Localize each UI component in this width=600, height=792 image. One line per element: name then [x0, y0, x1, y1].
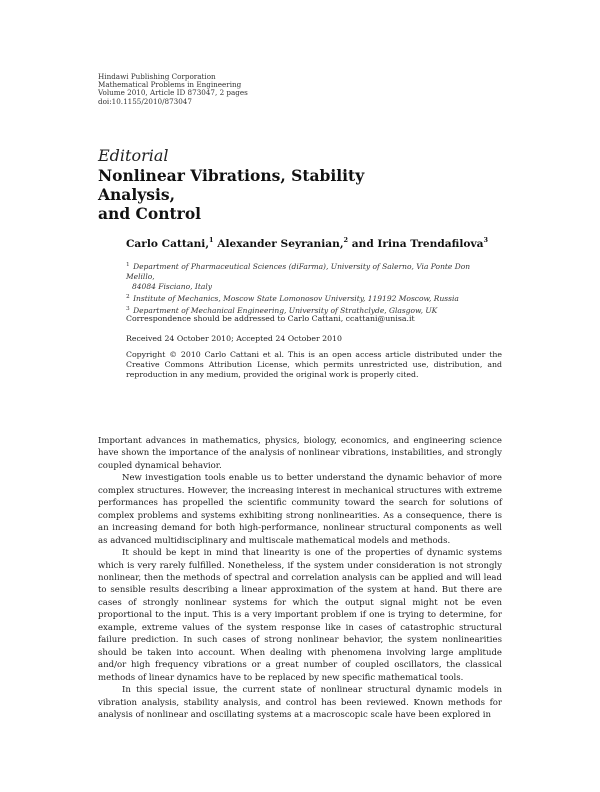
affiliation-1-text: Department of Pharmaceutical Sciences (diFarma), University of Salerno, Via Ponte Don Melillo,: [126, 262, 471, 281]
author-1-affil: 1: [209, 236, 214, 244]
affiliation-1-cont: 84084 Fisciano, Italy: [132, 282, 212, 291]
author-2-affil: 2: [343, 236, 349, 244]
affiliations: [126, 260, 501, 316]
title-line-2: and Control: [98, 204, 202, 223]
author-1: Carlo Cattani,: [126, 238, 210, 250]
article-title: [98, 166, 428, 223]
affiliation-3-num: 3: [126, 306, 130, 312]
article-type: Editorial: [98, 146, 169, 165]
volume-info: Volume 2010, Article ID 873047, 2 pages: [98, 88, 248, 98]
author-3-affil: 3: [483, 236, 488, 244]
affiliation-2: [126, 292, 501, 304]
affiliation-2-num: 2: [126, 294, 130, 300]
title-line-1: Nonlinear Vibrations, Stability Analysis,: [98, 166, 365, 204]
affiliation-1: [126, 260, 501, 282]
affiliation-2-text: Institute of Mechanics, Moscow State Lomonosov University, 119192 Moscow, Russia: [133, 294, 459, 303]
affiliation-1-num: 1: [126, 262, 130, 268]
paragraph-1: Important advances in mathematics, physics, biology, economics, and engineering science have shown the importance of the analysis of nonlinear vibrations, instabilities, and strongly coupled dynamical behavior.: [98, 436, 502, 471]
journal-name: Mathematical Problems in Engineering: [98, 80, 242, 90]
journal-header: [98, 73, 248, 106]
correspondence: Correspondence should be addressed to Carlo Cattani, ccattani@unisa.it: [126, 314, 415, 323]
paragraph-3: It should be kept in mind that linearity is one of the properties of dynamic systems which is very rarely fulfilled. Nonetheless, if the system under consideration is not strongly nonlinear, then the methods of spectral and correlation analysis can be applied and will lead to sensible results describing a linear approximation of the system at hand. But there are cases of strongly nonlinear systems for which the output signal might not be even proportional to the input. This is a very important problem if one is trying to determine, for example, extreme values of the system response like in cases of catastrophic structural failure prediction. In such cases of strong nonlinear behavior, the system nonlinearities should be taken into account. When dealing with phenomena involving large amplitude and/or high frequency vibrations or a great number of coupled oscillators, the classical methods of linear dynamics have to be replaced by new specific mathematical tools.: [98, 548, 502, 683]
copyright-notice: Copyright © 2010 Carlo Cattani et al. This is an open access article distributed under the Creative Commons Attribution License, which permits unrestricted use, distribution, and reproduction in any medium, provided the original work is properly cited.: [126, 350, 502, 380]
affiliation-3-text: Department of Mechanical Engineering, University of Strathclyde, Glasgow, UK: [133, 306, 438, 315]
publisher: Hindawi Publishing Corporation: [98, 72, 216, 81]
paragraph-2: New investigation tools enable us to better understand the dynamic behavior of more complex structures. However, the increasing interest in mechanical structures with extreme performances has propelled the scientific community toward the search for solutions of complex problems and systems exhibiting strong nonlinearities. As a consequence, there is an increasing demand for both high-performance, nonlinear structural components as well as advanced multidisciplinary and multiscale mathematical models and methods.: [98, 473, 502, 546]
doi: doi:10.1155/2010/873047: [98, 96, 192, 106]
paragraph-4: In this special issue, the current state of nonlinear structural dynamic models in vibration analysis, stability analysis, and control has been reviewed. Known methods for analysis of nonlinear and oscillating systems at a macroscopic scale have been explored in: [98, 685, 502, 720]
received-dates: Received 24 October 2010; Accepted 24 October 2010: [126, 334, 343, 343]
author-2: Alexander Seyranian,: [217, 238, 344, 250]
author-list: [126, 236, 488, 250]
author-3: and Irina Trendafilova: [351, 238, 484, 250]
article-body: [98, 435, 502, 721]
